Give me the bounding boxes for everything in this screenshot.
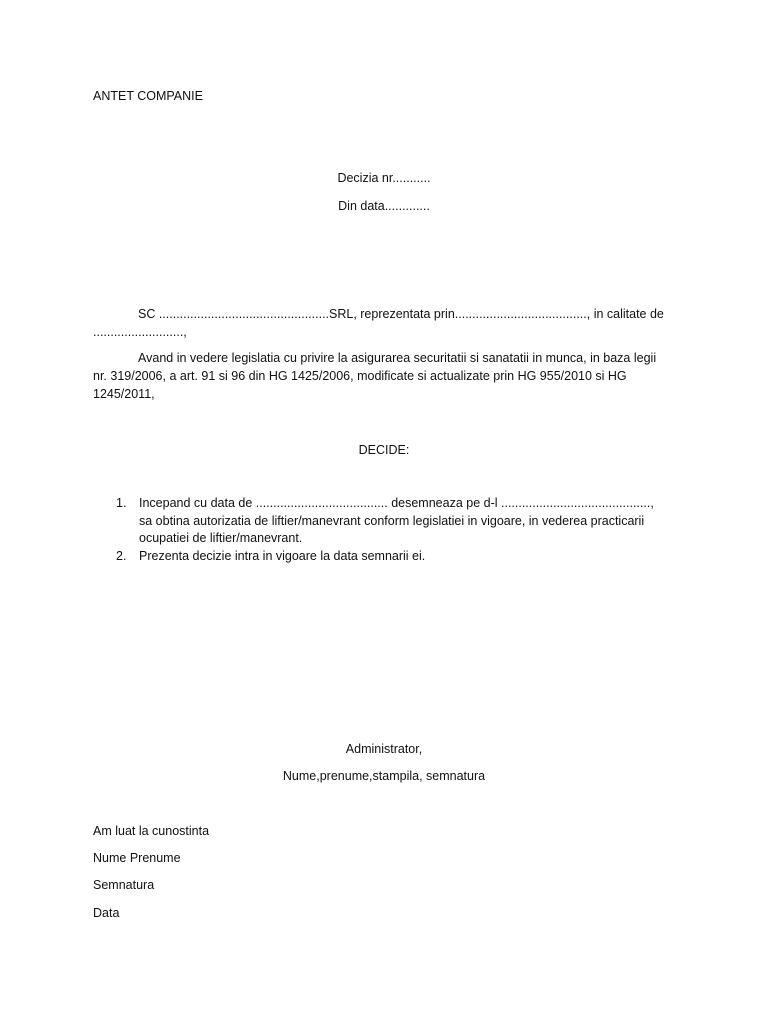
signature-role: Administrator, — [345, 742, 423, 756]
list-item-text: Prezenta decizie intra in vigoare la data semnarii ei. — [139, 548, 426, 563]
decision-date: Din data............. — [338, 199, 430, 213]
signature-fields: Nume,prenume,stampila, semnatura — [282, 769, 486, 783]
decide-heading: DECIDE: — [358, 443, 410, 457]
company-heading: ANTET COMPANIE — [93, 89, 203, 103]
list-item — [93, 548, 665, 566]
decision-items-list — [93, 495, 665, 565]
intro-paragraph: SC .................................................SRL, reprezentata prin......................................, in calitate de .........................., — [93, 307, 664, 339]
acknowledgement-signature-label: Semnatura — [93, 878, 155, 892]
acknowledgement-date-label: Data — [93, 906, 120, 920]
list-item-text: Incepand cu data de ...................................... desemneaza pe d-l ..........................................., sa obtina autorizatia de liftier/manevrant conform legislatiei in vigoare, in vederea practicarii ocupatiei de liftier/manevrant. — [139, 496, 654, 545]
legal-basis-paragraph: Avand in vedere legislatia cu privire la asigurarea securitatii si sanatatii in munca, in baza legii nr. 319/2006, a art. 91 si 96 din HG 1425/2006, modificate si actualizate prin HG 955/2010 si HG 1245/2011, — [93, 351, 657, 401]
acknowledgement-heading: Am luat la cunostinta — [93, 824, 210, 838]
list-item-number: 1. — [116, 496, 127, 510]
decision-number: Decizia nr........... — [337, 171, 431, 185]
acknowledgement-name-label: Nume Prenume — [93, 851, 181, 865]
list-item — [93, 495, 665, 548]
list-item-number: 2. — [116, 548, 127, 563]
